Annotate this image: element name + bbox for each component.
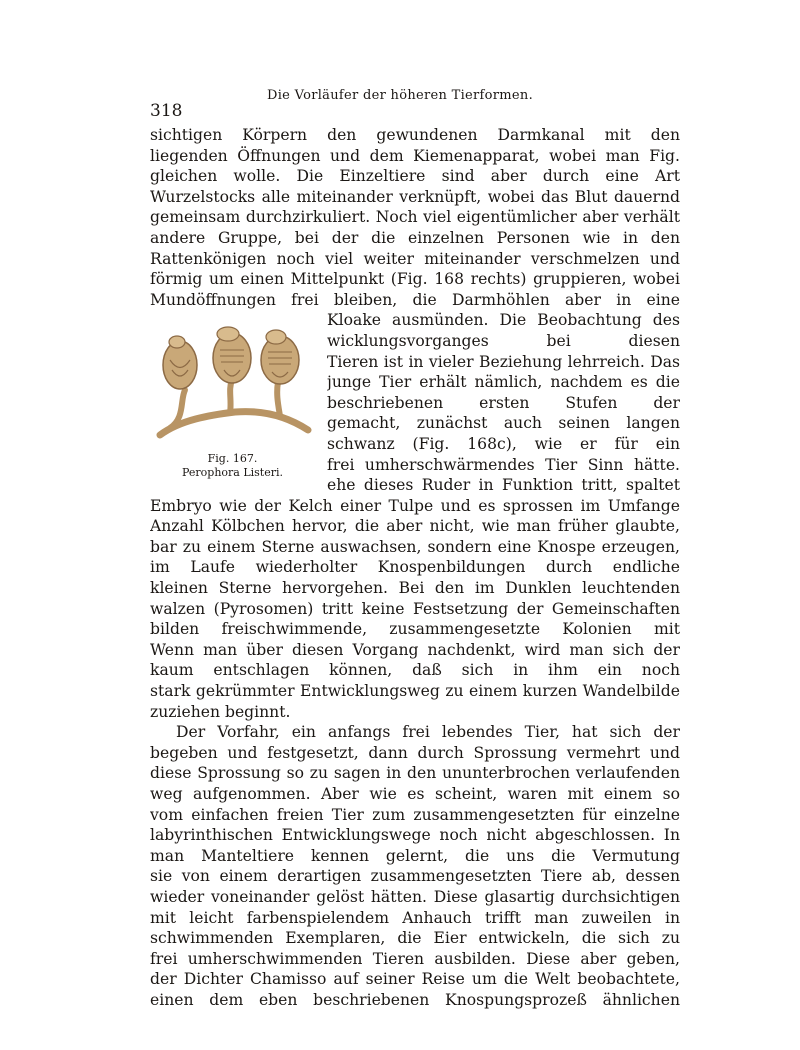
text-line: gleichen wolle. Die Einzeltiere sind aber durch eine Art	[150, 167, 680, 186]
text-line: andere Gruppe, bei der die einzelnen Personen wie in den	[150, 228, 680, 247]
text-line: der Dichter Chamisso auf seiner Reise um die Welt beobachtete,	[150, 970, 680, 989]
text-line: beschriebenen ersten Stufen der	[327, 393, 680, 412]
text-line: Tieren ist in vieler Beziehung lehrreich. Das	[327, 352, 680, 371]
text-line: kleinen Sterne hervorgehen. Bei den im Dunklen leuchtenden	[150, 579, 680, 598]
text-line: schwanz (Fig. 168c), wie er für ein	[327, 434, 680, 453]
figure-title: Perophora Listeri.	[181, 466, 284, 479]
text-line: kaum entschlagen können, daß sich in ihm ein noch	[150, 661, 680, 680]
running-title: Die Vorläufer der höheren Tierformen.	[266, 88, 534, 103]
text-line: wicklungsvorganges bei diesen	[327, 331, 680, 350]
text-line: begeben und festgesetzt, dann durch Sprossung vermehrt und	[150, 743, 680, 762]
text-line: liegenden Öffnungen und dem Kiemenapparat, wobei man Fig.	[150, 146, 680, 165]
page-number: 318	[150, 101, 183, 121]
text-line: walzen (Pyrosomen) tritt keine Festsetzung der Gemeinschaften	[150, 599, 680, 618]
text-line: Kloake ausmünden. Die Beobachtung des	[327, 311, 680, 330]
text-line: man Manteltiere kennen gelernt, die uns die Vermutung	[150, 846, 680, 865]
text-line: mit leicht farbenspielendem Anhauch trifft man zuweilen in	[150, 908, 680, 927]
text-line: Rattenkönigen noch viel weiter miteinander verschmelzen und	[150, 249, 680, 268]
text-line: im Laufe wiederholter Knospenbildungen durch endliche	[150, 558, 680, 577]
text-line: zuziehen beginnt.	[150, 702, 291, 721]
text-line: Anzahl Kölbchen hervor, die aber nicht, wie man früher glaubte,	[150, 517, 680, 536]
text-line: weg aufgenommen. Aber wie es scheint, waren mit einem so	[150, 785, 680, 803]
text-line: bar zu einem Sterne auswachsen, sondern eine Knospe erzeugen,	[150, 537, 680, 556]
text-line: Embryo wie der Kelch einer Tulpe und es sprossen im Umfange	[150, 496, 680, 515]
text-line: sie von einem derartigen zusammengesetzten Tiere ab, dessen	[150, 867, 680, 886]
text-line: frei umherschwimmenden Tieren ausbilden. Diese aber geben,	[150, 949, 680, 968]
text-line: Der Vorfahr, ein anfangs frei lebendes Tier, hat sich der	[176, 723, 680, 742]
text-line: einen dem eben beschriebenen Knospungsprozeß ähnlichen	[150, 990, 680, 1009]
figure-number: Fig. 167.	[207, 452, 258, 465]
text-line: ehe dieses Ruder in Funktion tritt, spaltet	[327, 476, 680, 495]
body-text	[150, 125, 680, 1011]
text-line: bilden freischwimmende, zusammengesetzte Kolonien mit	[150, 620, 680, 639]
text-line: vom einfachen freien Tier zum zusammengesetzten für einzelne	[150, 805, 680, 824]
text-line: labyrinthischen Entwicklungswege noch nicht abgeschlossen. In	[150, 826, 680, 845]
text-line: Wenn man über diesen Vorgang nachdenkt, wird man sich der	[150, 640, 680, 659]
text-line: schwimmenden Exemplaren, die Eier entwickeln, die sich zu	[150, 929, 680, 948]
text-line: gemacht, zunächst auch seinen langen	[327, 414, 680, 433]
text-line: wieder voneinander gelöst hätten. Diese glasartig durchsichtigen	[150, 887, 680, 906]
text-line: Mundöffnungen frei bleiben, die Darmhöhlen aber in eine	[150, 290, 680, 309]
text-line: förmig um einen Mittelpunkt (Fig. 168 rechts) gruppieren, wobei	[150, 270, 680, 289]
text-line: junge Tier erhält nämlich, nachdem es die	[327, 373, 680, 392]
text-line: gemeinsam durchzirkuliert. Noch viel eigentümlicher aber verhält	[150, 208, 680, 227]
text-line: diese Sprossung so zu sagen in den ununterbrochen verlaufenden	[150, 764, 680, 783]
text-line: sichtigen Körpern den gewundenen Darmkanal mit den	[150, 126, 680, 144]
text-line: stark gekrümmter Entwicklungsweg zu einem kurzen Wandelbilde	[150, 682, 680, 701]
text-line: Wurzelstocks alle miteinander verknüpft, wobei das Blut dauernd	[150, 187, 680, 206]
text-line: frei umherschwärmendes Tier Sinn hätte.	[327, 455, 680, 474]
